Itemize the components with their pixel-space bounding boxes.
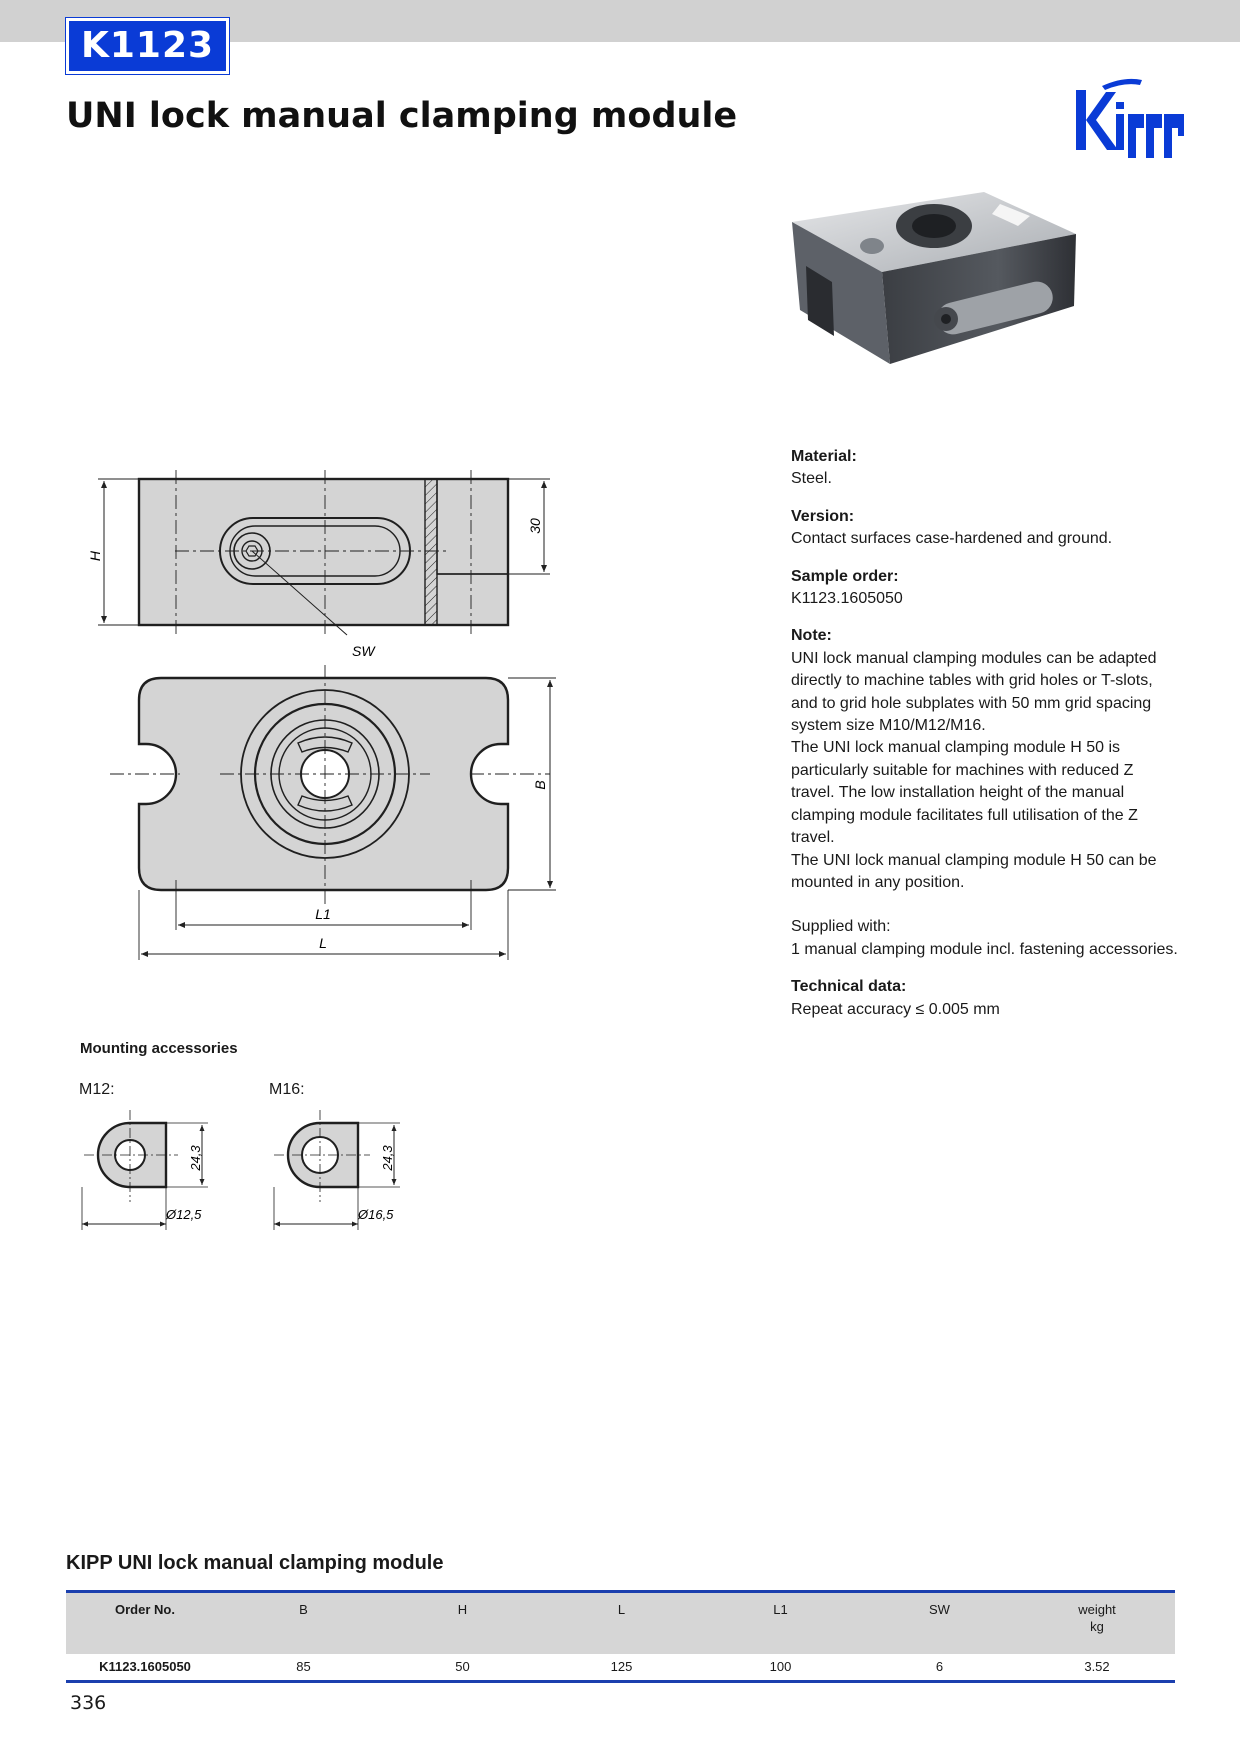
material-value: Steel. <box>791 470 832 488</box>
technical-data-value: Repeat accuracy ≤ 0.005 mm <box>791 1000 1000 1018</box>
product-photo <box>786 186 1102 416</box>
cell-b: 85 <box>224 1654 383 1682</box>
dim-30-label: 30 <box>527 518 543 534</box>
note-line: The UNI lock manual clamping module H 50 can be <box>791 851 1157 869</box>
note-line: clamping module facilitates full utilisation of the Z <box>791 806 1138 824</box>
dim-l-label: L <box>319 935 327 951</box>
accessory-m12-label: M12: <box>79 1081 115 1098</box>
table-header-row <box>66 1592 1175 1654</box>
order-table <box>66 1590 1175 1683</box>
col-weight-unit: kg <box>1090 1619 1104 1634</box>
accessories-drawing <box>78 1110 438 1232</box>
sample-order-label: Sample order: <box>791 567 899 585</box>
accessory-m16-label: M16: <box>269 1081 305 1098</box>
note-line: particularly suitable for machines with reduced Z <box>791 761 1134 779</box>
note-line: travel. The low installation height of the manual <box>791 784 1125 802</box>
top-view <box>110 665 556 960</box>
version-value: Contact surfaces case-hardened and ground. <box>791 530 1113 548</box>
note-line: system size M10/M12/M16. <box>791 717 986 735</box>
cell-order-no: K1123.1605050 <box>66 1654 224 1682</box>
dim-b-label: B <box>532 780 548 790</box>
cell-l: 125 <box>542 1654 701 1682</box>
note-line: UNI lock manual clamping modules can be adapted <box>791 649 1157 667</box>
m16-height-label: 24,3 <box>380 1145 395 1171</box>
note-line: mounted in any position. <box>791 873 965 891</box>
sample-order-value: K1123.1605050 <box>791 590 903 608</box>
technical-data-label: Technical data: <box>791 978 907 996</box>
col-h: H <box>383 1592 542 1654</box>
table-title: KIPP UNI lock manual clamping module <box>66 1552 444 1574</box>
m12-height-label: 24,3 <box>188 1145 203 1171</box>
product-code-badge: K1123 <box>66 18 229 74</box>
page-title: UNI lock manual clamping module <box>66 96 738 136</box>
cell-h: 50 <box>383 1654 542 1682</box>
note-line: directly to machine tables with grid holes or T-slots, <box>791 672 1153 690</box>
note-line: travel. <box>791 829 835 847</box>
version-label: Version: <box>791 507 855 525</box>
material-label: Material: <box>791 448 857 465</box>
dim-l1-label: L1 <box>315 906 331 922</box>
note-line: The UNI lock manual clamping module H 50 is <box>791 739 1121 757</box>
col-sw: SW <box>860 1592 1019 1654</box>
supplied-value: 1 manual clamping module incl. fastening accessories. <box>791 940 1178 958</box>
cell-sw: 6 <box>860 1654 1019 1682</box>
dim-h-label: H <box>87 550 103 562</box>
kipp-logo-icon <box>1072 74 1190 158</box>
supplied-label: Supplied with: <box>791 918 891 936</box>
m12-diameter-label: Ø12,5 <box>166 1207 202 1222</box>
side-view <box>98 470 550 635</box>
col-weight <box>1019 1592 1175 1654</box>
cell-weight: 3.52 <box>1019 1654 1175 1682</box>
col-l: L <box>542 1592 701 1654</box>
dim-sw-label: SW <box>352 643 375 659</box>
col-b: B <box>224 1592 383 1654</box>
accessories-title: Mounting accessories <box>80 1040 238 1057</box>
page-number: 336 <box>70 1692 107 1714</box>
note-label: Note: <box>791 627 832 645</box>
note-line: and to grid hole subplates with 50 mm grid spacing <box>791 694 1152 712</box>
product-info <box>791 446 1181 1021</box>
table-row <box>66 1654 1175 1682</box>
col-order-no: Order No. <box>66 1592 224 1654</box>
m16-diameter-label: Ø16,5 <box>358 1207 394 1222</box>
technical-drawing <box>70 460 590 1020</box>
cell-l1: 100 <box>701 1654 860 1682</box>
col-weight-label: weight <box>1078 1602 1116 1617</box>
col-l1: L1 <box>701 1592 860 1654</box>
